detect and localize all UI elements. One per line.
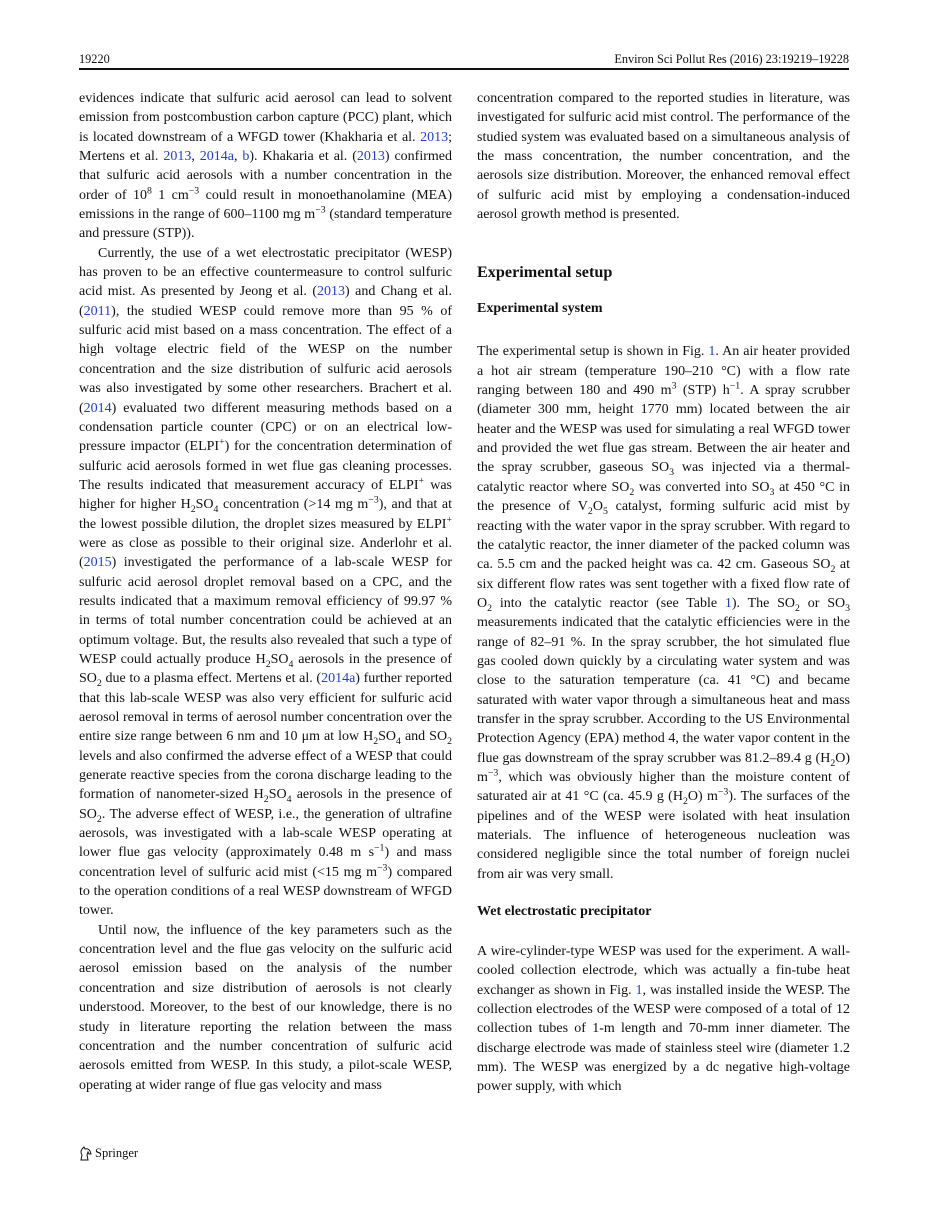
reference-link[interactable]: 2013 — [356, 149, 385, 165]
page-number: 19220 — [79, 52, 110, 66]
figure-link[interactable]: 1 — [708, 344, 716, 360]
paragraph: Until now, the influence of the key parameters such as the concentration level and the flue gas velocity on the sulfuric acid aerosol emission based on the analysis of the number concentration and size distribution of aerosols is not clearly understood. Moreover, to the best of our knowledge, there is no study in literature reporting the relation between the mass concentration and the number concentration of sulfuric acid aerosols emitted from WESP. In this study, a pilot-scale WESP, operating at wider range of flue gas velocity and mass — [79, 922, 452, 1093]
reference-link[interactable]: 2013 — [163, 149, 192, 165]
reference-link[interactable]: 2014 — [83, 400, 112, 416]
paragraph: evidences indicate that sulfuric acid aerosol can lead to solvent emission from postcombustion carbon capture (PCC) plant, which is located downstream of a WFGD tower (Khakharia et al. 2013; Mertens et al. 2013, 2014a, b). Khakaria et al. (2013) confirmed that sulfuric acid aerosols with a number concentration in the order of $10^8$ 1 $cm^{-3}$ could result in monoethanolamine (MEA) emissions in the range of 600–1100 mg $m^{-3}$ (standard temperature and pressure (STP)). — [79, 91, 452, 242]
paragraph: A wire-cylinder-type WESP was used for the experiment. A wall-cooled collection electrode, which was actually a fin-tube heat exchanger as shown in Fig. 1, was installed inside the WESP. The collection electrodes of the WESP were composed of a total of 12 collection tubes of 1-m length and 70-mm inner diameter. The discharge electrode was made of stainless steel wire (diameter 1.2 mm). The WESP was energized by a dc negative high-voltage power supply, with which — [477, 944, 850, 1095]
right-column — [477, 89, 850, 1097]
reference-link[interactable]: 2013 — [420, 129, 449, 145]
figure-link[interactable]: 1 — [635, 982, 643, 998]
paragraph: Currently, the use of a wet electrostatic precipitator (WESP) has proven to be an effective countermeasure to control sulfuric acid mist. As presented by Jeong et al. (2013) and Chang et al. (2011), the studied WESP could remove more than 95 % of sulfuric acid mist based on a mass concentration. The effect of a high voltage electric field of the WESP on the number concentration and the size distribution of sulfuric acid aerosols was also investigated by some other researchers. Brachert et al. (2014) evaluated two different measuring methods based on a condensation particle counter (CPC) or on an electrical low-pressure impactor (ELPI+) for the concentration determination of sulfuric acid aerosols formed in wet flue gas cleaning processes. The results indicated that measurement accuracy of ELPI+ was higher for higher $H_2SO_4$ concentration (>14 mg $m^{-3}$), and that at the lowest possible dilution, the droplet sizes measured by ELPI+ were as close as possible to their original size. Anderlohr et al. (2015) investigated the performance of a lab-scale WESP for sulfuric acid aerosol droplet removal based on a CPC, and the results indicated that a maximum removal efficiency of 99.97 % in terms of total number concentration could be achieved at an optimum voltage. But, the results also revealed that such a type of WESP could actually produce $H_2SO_4$ aerosols in the presence of $SO_2$ due to a plasma effect. Mertens et al. (2014a) further reported that this lab-scale WESP was also very efficient for sulfuric acid aerosol removal in terms of aerosol number concentration over the entire size range between 6 nm and 10 μm at low $H_2SO_4$ and $SO_2$ levels and also confirmed the adverse effect of a WESP that could generate reactive species from the corona discharge leading to the formation of nanometer-sized $H_2SO_4$ aerosols in the presence of $SO_2$. The adverse effect of WESP, i.e., the generation of ultrafine aerosols, was investigated with a lab-scale WESP operating at lower flue gas velocity (approximately 0.48 m $s^{-1}$) and mass concentration level of sulfuric acid mist (<15 mg $m^{-3}$) compared to the operation conditions of a real WESP downstream of WFGD tower. — [79, 245, 453, 919]
reference-link[interactable]: 2014a — [321, 671, 356, 687]
table-link[interactable]: 1 — [724, 595, 732, 611]
subsection-heading: Wet electrostatic precipitator — [477, 904, 652, 920]
paragraph: concentration compared to the reported studies in literature, was investigated for sulfuric acid mist control. The performance of the studied system was evaluated based on a simultaneous analysis of the mass concentration, the number concentration, and the aerosols size distribution. Moreover, the enhanced removal effect of sulfuric acid mist by employing a condensation-induced aerosol growth method is presented. — [477, 91, 850, 223]
reference-link[interactable]: 2015 — [83, 555, 112, 571]
left-column — [79, 89, 452, 1095]
reference-link[interactable]: 2013 — [317, 284, 346, 300]
publisher-name: Springer — [95, 1146, 139, 1160]
journal-citation: Environ Sci Pollut Res (2016) 23:19219–19228 — [614, 52, 849, 66]
subsection-heading: Experimental system — [477, 301, 603, 317]
paragraph: The experimental setup is shown in Fig. 1. An air heater provided a hot air stream (temperature 190–210 °C) with a flow rate ranging between 180 and 490 $m^3$ (STP) $h^{-1}$. A spray scrubber (diameter 300 mm, height 1770 mm) located between the air heater and the WESP was used for simulating a real WFGD tower and provided the wet flue gas stream. Between the air heater and the spray scrubber, gaseous $SO_3$ was injected via a thermal-catalytic reactor where $SO_2$ was converted into $SO_3$ at 450 °C in the presence of $V_2O_5$ catalyst, forming sulfuric acid mist by reacting with the water vapor in the spray scrubber. With regard to the catalytic reactor, the inner diameter of the packed column was ca. 5.5 cm and the packed height was ca. 42 cm. Gaseous $SO_2$ at six different flow rates was sent together with a fixed flow rate of $O_2$ into the catalytic reactor (see Table 1). The $SO_2$ or $SO_3$ measurements indicated that the catalytic efficiencies were in the range of 82–91 %. In the spray scrubber, the hot simulated flue gas cooled down quickly by a circulating water system and was close to the saturation temperature (ca. 41 °C) and became saturated with water vapor through a simultaneous heat and mass transfer in the spray scrubber. According to the US Environmental Protection Agency (EPA) method 4, the water vapor content in the flue gas downstream of the spray scrubber was 81.2–89.4 g $(H_2O)$ $m^{-3}$, which was obviously higher than the moisture content of saturated air at 41 °C (ca. 45.9 g $(H_2O)$ $m^{-3}$). The surfaces of the pipelines and of the WESP were isolated with heat insulation materials. The influence of heterogeneous nucleation was considered negligible since the total number of foreign nuclei from air was very small. — [477, 344, 851, 882]
reference-link[interactable]: 2011 — [83, 303, 112, 319]
publisher-footer — [79, 1146, 138, 1161]
header-rule — [79, 68, 849, 70]
reference-link[interactable]: 2014a — [199, 149, 234, 165]
section-heading: Experimental setup — [477, 263, 613, 282]
springer-horse-icon — [79, 1146, 92, 1161]
reference-link[interactable]: b — [242, 149, 250, 165]
